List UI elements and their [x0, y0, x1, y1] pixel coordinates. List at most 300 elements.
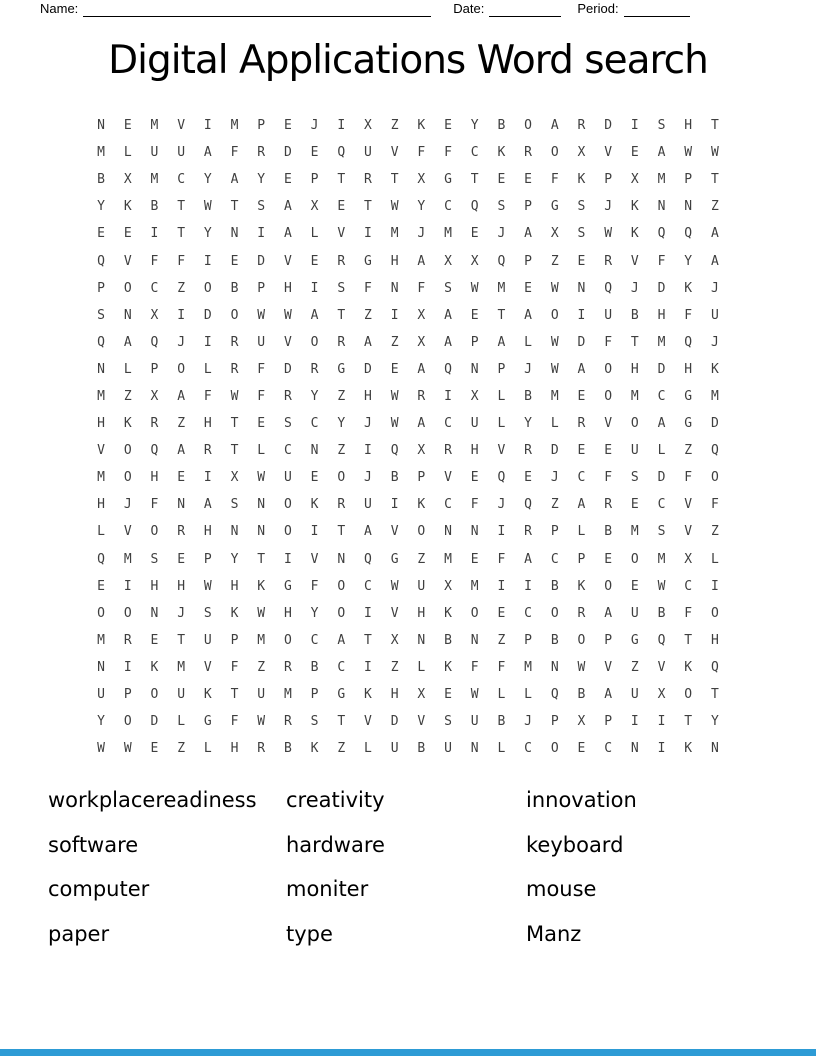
grid-cell: H [710, 632, 719, 648]
grid-cell: J [524, 714, 532, 730]
grid-cell: W [123, 741, 132, 757]
grid-cell: V [283, 253, 292, 269]
grid-cell: E [177, 551, 186, 567]
grid-cell: E [497, 172, 506, 188]
grid-cell: F [604, 470, 613, 486]
grid-cell: B [604, 524, 613, 540]
word-list-item: type [286, 921, 333, 946]
grid-cell: R [230, 334, 239, 350]
grid-cell: N [310, 443, 319, 459]
grid-cell: B [497, 714, 506, 730]
grid-cell: K [417, 118, 426, 134]
grid-cell: Z [390, 334, 399, 350]
grid-cell: F [150, 253, 159, 269]
grid-cell: L [497, 741, 506, 757]
grid-cell: V [604, 416, 613, 432]
grid-cell: E [97, 578, 105, 594]
grid-cell: A [417, 416, 426, 432]
grid-cell: H [203, 524, 212, 540]
grid-cell: N [97, 361, 105, 377]
grid-cell: Y [230, 551, 239, 567]
grid-cell: Y [97, 199, 105, 215]
grid-cell: O [123, 470, 132, 486]
grid-cell: N [337, 551, 346, 567]
grid-cell: N [470, 632, 479, 648]
grid-cell: T [177, 226, 186, 242]
grid-cell: Q [550, 687, 559, 703]
grid-cell: O [123, 605, 132, 621]
grid-cell: F [364, 280, 372, 296]
grid-cell: L [710, 551, 719, 567]
grid-cell: H [630, 361, 639, 377]
grid-cell: F [497, 659, 506, 675]
grid-cell: E [577, 388, 586, 404]
grid-cell: L [497, 388, 506, 404]
grid-cell: X [390, 632, 399, 648]
grid-cell: A [524, 307, 532, 323]
grid-cell: Z [337, 741, 346, 757]
grid-cell: P [417, 470, 426, 486]
grid-cell: T [257, 551, 266, 567]
name-label: Name: [40, 1, 79, 16]
grid-cell: A [203, 145, 212, 161]
word-list-item: creativity [286, 788, 385, 813]
grid-cell: S [497, 199, 506, 215]
grid-cell: J [497, 497, 506, 513]
grid-cell: M [283, 687, 292, 703]
grid-cell: L [203, 361, 212, 377]
grid-cell: Z [177, 280, 186, 296]
grid-cell: Q [390, 443, 399, 459]
grid-cell: K [310, 741, 319, 757]
grid-cell: K [497, 145, 506, 161]
grid-cell: S [97, 307, 105, 323]
grid-cell: S [150, 551, 159, 567]
grid-cell: S [577, 199, 586, 215]
grid-cell: A [444, 334, 452, 350]
grid-cell: X [150, 388, 159, 404]
grid-cell: C [177, 172, 186, 188]
grid-cell: E [524, 280, 532, 296]
grid-cell: F [710, 497, 719, 513]
grid-cell: N [710, 741, 719, 757]
grid-cell: G [550, 199, 559, 215]
grid-cell: T [630, 334, 639, 350]
grid-cell: R [123, 632, 132, 648]
grid-cell: F [657, 253, 666, 269]
grid-cell: R [444, 443, 452, 459]
grid-cell: O [524, 118, 532, 134]
grid-cell: R [577, 118, 586, 134]
grid-cell: A [417, 253, 426, 269]
period-blank-line [624, 3, 690, 17]
grid-cell: Q [604, 280, 613, 296]
grid-cell: O [550, 741, 559, 757]
grid-cell: E [123, 226, 132, 242]
grid-cell: X [577, 714, 586, 730]
grid-cell: H [390, 687, 399, 703]
grid-cell: O [97, 605, 105, 621]
word-list-item: keyboard [526, 832, 624, 857]
grid-cell: I [657, 741, 666, 757]
grid-cell: Y [203, 226, 212, 242]
grid-cell: V [630, 253, 639, 269]
grid-cell: A [657, 145, 666, 161]
grid-cell: F [470, 659, 479, 675]
grid-cell: R [524, 443, 532, 459]
grid-cell: K [257, 578, 266, 594]
word-list-item: Manz [526, 921, 582, 946]
grid-cell: O [150, 524, 159, 540]
grid-cell: O [577, 632, 586, 648]
grid-cell: N [470, 361, 479, 377]
grid-cell: B [310, 659, 319, 675]
grid-cell: C [444, 497, 452, 513]
grid-cell: T [710, 172, 719, 188]
grid-cell: M [444, 226, 452, 242]
grid-cell: T [497, 307, 506, 323]
grid-cell: P [470, 334, 479, 350]
grid-cell: F [417, 280, 426, 296]
grid-cell: U [177, 145, 186, 161]
wordsearch-grid [88, 112, 729, 762]
period-label: Period: [577, 1, 619, 16]
grid-cell: I [364, 443, 372, 459]
grid-cell: P [97, 280, 105, 296]
grid-cell: K [123, 199, 132, 215]
grid-cell: Z [550, 497, 559, 513]
grid-cell: R [337, 334, 346, 350]
grid-cell: F [230, 659, 239, 675]
grid-cell: P [310, 687, 319, 703]
grid-cell: T [337, 172, 346, 188]
grid-cell: R [257, 145, 266, 161]
date-blank-line [489, 3, 561, 17]
grid-cell: F [230, 145, 239, 161]
grid-cell: L [524, 334, 532, 350]
grid-cell: U [257, 687, 266, 703]
grid-cell: K [630, 226, 639, 242]
grid-cell: N [257, 524, 266, 540]
grid-cell: D [283, 361, 292, 377]
grid-cell: I [203, 253, 212, 269]
grid-cell: J [177, 605, 186, 621]
grid-cell: E [150, 741, 159, 757]
grid-cell: I [657, 714, 666, 730]
grid-cell: I [364, 659, 372, 675]
grid-cell: T [364, 199, 372, 215]
grid-cell: N [657, 199, 666, 215]
grid-cell: H [417, 605, 426, 621]
grid-cell: A [524, 226, 532, 242]
grid-cell: J [710, 334, 719, 350]
grid-cell: R [283, 388, 292, 404]
grid-cell: K [123, 416, 132, 432]
grid-cell: M [470, 578, 479, 594]
grid-cell: A [337, 632, 346, 648]
grid-cell: L [550, 416, 559, 432]
grid-cell: A [364, 524, 372, 540]
grid-cell: A [710, 226, 719, 242]
grid-cell: M [524, 659, 532, 675]
grid-cell: L [177, 714, 186, 730]
grid-cell: X [470, 388, 479, 404]
grid-cell: L [497, 687, 506, 703]
grid-cell: Z [684, 443, 693, 459]
grid-cell: Q [364, 551, 372, 567]
grid-cell: R [283, 714, 292, 730]
grid-cell: S [577, 226, 586, 242]
grid-cell: B [630, 307, 639, 323]
grid-cell: D [604, 118, 613, 134]
word-column [286, 778, 526, 956]
grid-cell: Q [470, 199, 479, 215]
grid-cell: S [444, 714, 452, 730]
grid-cell: M [657, 172, 666, 188]
grid-cell: Y [257, 172, 266, 188]
grid-cell: M [123, 551, 132, 567]
grid-cell: G [337, 687, 346, 703]
grid-cell: W [657, 578, 666, 594]
grid-cell: Q [97, 334, 105, 350]
grid-cell: U [364, 145, 372, 161]
grid-cell: S [310, 714, 319, 730]
grid-cell: O [604, 578, 613, 594]
grid-cell: F [444, 145, 452, 161]
grid-cell: R [337, 497, 346, 513]
grid-cell: R [337, 253, 346, 269]
grid-cell: P [123, 687, 132, 703]
grid-cell: O [550, 307, 559, 323]
grid-cell: U [710, 307, 719, 323]
grid-cell: U [470, 416, 479, 432]
grid-cell: P [203, 551, 212, 567]
grid-cell: X [417, 334, 426, 350]
grid-cell: A [364, 334, 372, 350]
grid-cell: C [444, 416, 452, 432]
grid-cell: S [230, 497, 239, 513]
grid-cell: T [177, 199, 186, 215]
grid-cell: T [230, 443, 239, 459]
grid-cell: Q [657, 226, 666, 242]
grid-cell: M [97, 470, 105, 486]
grid-cell: S [444, 280, 452, 296]
grid-cell: H [97, 497, 105, 513]
grid-cell: A [310, 307, 319, 323]
grid-cell: Q [497, 253, 506, 269]
grid-cell: A [417, 361, 426, 377]
grid-cell: U [390, 741, 399, 757]
grid-cell: A [497, 334, 506, 350]
grid-cell: V [123, 253, 132, 269]
grid-cell: F [684, 605, 693, 621]
grid-cell: E [524, 470, 532, 486]
grid-cell: V [203, 659, 212, 675]
word-list-item: paper [48, 921, 110, 946]
grid-cell: O [337, 578, 346, 594]
grid-cell: V [337, 226, 346, 242]
word-column [526, 778, 742, 956]
grid-cell: E [577, 253, 586, 269]
grid-cell: R [310, 361, 319, 377]
grid-cell: D [577, 334, 586, 350]
grid-cell: W [203, 199, 212, 215]
grid-cell: U [417, 578, 426, 594]
grid-cell: M [257, 632, 266, 648]
grid-cell: E [177, 470, 186, 486]
grid-cell: Z [710, 199, 719, 215]
word-list-item: innovation [526, 788, 637, 813]
grid-cell: X [444, 578, 452, 594]
grid-cell: H [470, 443, 479, 459]
grid-cell: I [310, 524, 319, 540]
grid-cell: U [283, 470, 292, 486]
grid-cell: M [150, 118, 159, 134]
grid-cell: W [470, 280, 479, 296]
grid-cell: F [257, 361, 266, 377]
grid-cell: D [390, 714, 399, 730]
grid-cell: D [657, 361, 666, 377]
grid-cell: L [524, 687, 532, 703]
grid-cell: C [310, 632, 319, 648]
grid-cell: J [710, 280, 719, 296]
grid-cell: B [230, 280, 239, 296]
grid-cell: I [177, 307, 186, 323]
grid-cell: R [203, 443, 212, 459]
grid-cell: U [257, 334, 266, 350]
grid-cell: F [470, 497, 479, 513]
grid-cell: W [257, 605, 266, 621]
grid-cell: K [577, 172, 586, 188]
grid-cell: M [497, 280, 506, 296]
grid-cell: N [470, 741, 479, 757]
grid-cell: N [123, 307, 132, 323]
grid-cell: R [577, 605, 586, 621]
grid-cell: Q [337, 145, 346, 161]
grid-cell: C [524, 741, 532, 757]
grid-cell: F [203, 388, 212, 404]
grid-cell: I [123, 578, 132, 594]
grid-cell: O [203, 280, 212, 296]
word-list-item: workplacereadiness [48, 788, 257, 813]
grid-cell: O [710, 605, 719, 621]
grid-cell: O [123, 714, 132, 730]
grid-cell: Z [177, 741, 186, 757]
grid-cell: C [684, 578, 693, 594]
grid-cell: W [710, 145, 719, 161]
grid-cell: V [684, 524, 693, 540]
grid-cell: K [630, 199, 639, 215]
grid-cell: T [337, 714, 346, 730]
grid-cell: Y [684, 253, 693, 269]
grid-cell: N [684, 199, 693, 215]
grid-cell: Q [684, 226, 693, 242]
grid-cell: E [630, 145, 639, 161]
grid-cell: F [177, 253, 186, 269]
grid-cell: Z [710, 524, 719, 540]
page-title: Digital Applications Word search [108, 38, 708, 83]
grid-cell: M [97, 632, 105, 648]
grid-cell: Z [497, 632, 506, 648]
grid-cell: U [177, 687, 186, 703]
grid-cell: P [524, 253, 532, 269]
grid-cell: V [364, 714, 372, 730]
grid-cell: H [150, 578, 159, 594]
grid-cell: M [390, 226, 399, 242]
grid-cell: J [524, 361, 532, 377]
grid-cell: I [123, 659, 132, 675]
grid-cell: O [123, 443, 132, 459]
grid-cell: J [364, 416, 372, 432]
grid-cell: F [150, 497, 159, 513]
grid-cell: T [337, 524, 346, 540]
header-row [40, 1, 734, 17]
word-list [48, 778, 742, 956]
grid-cell: A [604, 605, 613, 621]
grid-cell: R [524, 524, 532, 540]
grid-cell: O [604, 361, 613, 377]
grid-cell: U [630, 443, 639, 459]
grid-cell: Q [497, 470, 506, 486]
grid-cell: J [604, 199, 613, 215]
grid-cell: N [630, 741, 639, 757]
grid-cell: H [390, 253, 399, 269]
grid-cell: V [444, 470, 452, 486]
grid-cell: O [310, 334, 319, 350]
grid-cell: O [417, 524, 426, 540]
grid-cell: Q [150, 443, 159, 459]
grid-cell: O [123, 280, 132, 296]
grid-cell: X [417, 443, 426, 459]
grid-cell: E [630, 497, 639, 513]
grid-cell: F [550, 172, 559, 188]
grid-cell: L [364, 741, 372, 757]
grid-cell: E [310, 253, 319, 269]
grid-cell: C [604, 741, 613, 757]
grid-cell: I [524, 578, 532, 594]
grid-cell: A [710, 253, 719, 269]
grid-cell: T [177, 632, 186, 648]
grid-cell: I [150, 226, 159, 242]
grid-cell: M [710, 388, 719, 404]
grid-cell: E [630, 578, 639, 594]
grid-cell: F [310, 578, 319, 594]
grid-cell: V [97, 443, 105, 459]
grid-cell: Y [417, 199, 426, 215]
grid-cell: I [444, 388, 452, 404]
grid-cell: I [364, 226, 372, 242]
grid-cell: V [684, 497, 693, 513]
word-column [48, 778, 286, 956]
grid-cell: K [684, 280, 693, 296]
grid-cell: A [230, 172, 239, 188]
grid-cell: Q [150, 334, 159, 350]
grid-cell: X [364, 118, 372, 134]
grid-cell: Z [417, 551, 426, 567]
grid-cell: I [577, 307, 586, 323]
grid-cell: R [283, 659, 292, 675]
grid-cell: D [550, 443, 559, 459]
grid-cell: E [150, 632, 159, 648]
grid-cell: S [657, 524, 666, 540]
grid-cell: T [337, 307, 346, 323]
grid-cell: Q [710, 443, 719, 459]
grid-cell: U [364, 497, 372, 513]
grid-cell: E [577, 443, 586, 459]
grid-cell: I [390, 497, 399, 513]
grid-cell: W [203, 578, 212, 594]
grid-cell: I [390, 307, 399, 323]
